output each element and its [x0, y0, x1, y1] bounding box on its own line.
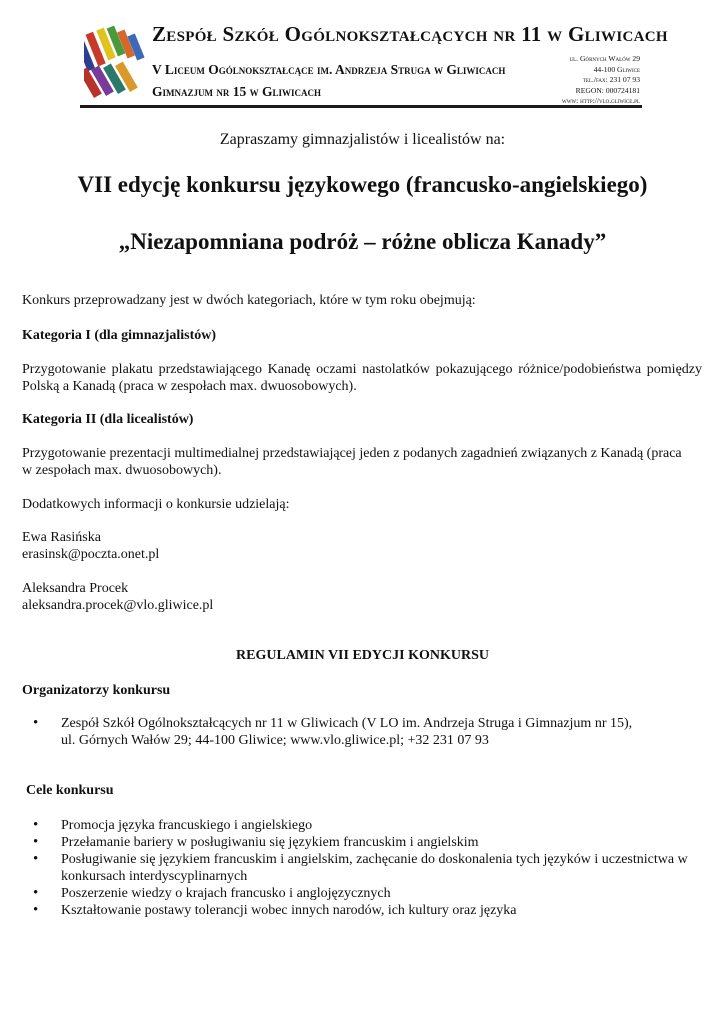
organizers-list: [22, 715, 702, 749]
contest-theme: „Niezapomniana podróż – różne oblicza Kanady”: [118, 229, 607, 254]
school-line-gymnasium: Gimnazjum nr 15 w Gliwicach: [152, 84, 322, 99]
school-www: www: http://vlo.gliwice.pl: [561, 96, 640, 106]
list-item: • Posługiwanie się językiem francuskim i angielskim, zachęcanie do doskonalenia tych języków i uczestnictwa w konkursach interdyscyplinarnych: [22, 851, 702, 885]
goals-list: [22, 817, 702, 919]
invitation-intro: Zapraszamy gimnazjalistów i licealistów na:: [219, 131, 506, 148]
organizers-line1: • Zespół Szkół Ogólnokształcących nr 11 w Gliwicach (V LO im. Andrzeja Struga i Gimnazjum nr 15),: [61, 716, 633, 731]
contact-name: Ewa Rasińska: [22, 530, 101, 545]
list-item: • Kształtowanie postawy tolerancji wobec innych narodów, ich kultury oraz języka: [22, 902, 702, 919]
school-phone: tel./fax: 231 07 93: [582, 75, 640, 85]
contest-title: VII edycję konkursu językowego (francusko-angielskiego): [77, 172, 648, 197]
contact-email: erasinsk@poczta.onet.pl: [22, 547, 160, 562]
school-logo-books-icon: [84, 26, 150, 104]
regulations-title: REGULAMIN VII EDYCJI KONKURSU: [236, 648, 489, 663]
contact-email: aleksandra.procek@vlo.gliwice.pl: [22, 598, 214, 613]
list-item: • Promocja języka francuskiego i angielskiego: [22, 817, 702, 834]
contact-name: Aleksandra Procek: [22, 581, 129, 596]
categories-intro: Konkurs przeprowadzany jest w dwóch kategoriach, które w tym roku obejmują:: [22, 293, 476, 308]
category1-text: Przygotowanie plakatu przedstawiającego Kanadę oczami nastolatków pokazującego różnice/podobieństwa pomiędzy Polską a Kanadą (praca w zespołach max. dwuosobowych).: [22, 362, 702, 394]
organizers-title: Organizatorzy konkursu: [22, 683, 171, 698]
school-contact-block: [562, 54, 640, 107]
category1-title: Kategoria I (dla gimnazjalistów): [22, 328, 217, 343]
school-regon: REGON: 000724181: [575, 85, 640, 95]
school-line-lyceum: V Liceum Ogólnokształcące im. Andrzeja Struga w Gliwicach: [152, 62, 506, 77]
header-divider: [80, 105, 642, 108]
category2-title: Kategoria II (dla licealistów): [22, 412, 194, 427]
school-address: ul. Górnych Wałów 29: [569, 54, 640, 63]
letterhead: [0, 0, 725, 115]
list-item: [22, 715, 702, 749]
info-intro: Dodatkowych informacji o konkursie udzielają:: [22, 497, 290, 512]
list-item: • Poszerzenie wiedzy o krajach francusko i anglojęzycznych: [22, 885, 702, 902]
school-postal: 44-100 Gliwice: [593, 64, 640, 74]
goals-title: Cele konkursu: [26, 783, 114, 798]
school-name: Zespół Szkół Ogólnokształcących nr 11 w Gliwicach: [152, 22, 668, 46]
list-item: • Przełamanie bariery w posługiwaniu się językiem francuskim i angielskim: [22, 834, 702, 851]
organizers-line2: ul. Górnych Wałów 29; 44-100 Gliwice; www.vlo.gliwice.pl; +32 231 07 93: [61, 733, 489, 748]
category2-text: Przygotowanie prezentacji multimedialnej przedstawiającej jeden z podanych zagadnień związanych z Kanadą (praca w zespołach max. dwuosobowych).: [22, 446, 682, 478]
